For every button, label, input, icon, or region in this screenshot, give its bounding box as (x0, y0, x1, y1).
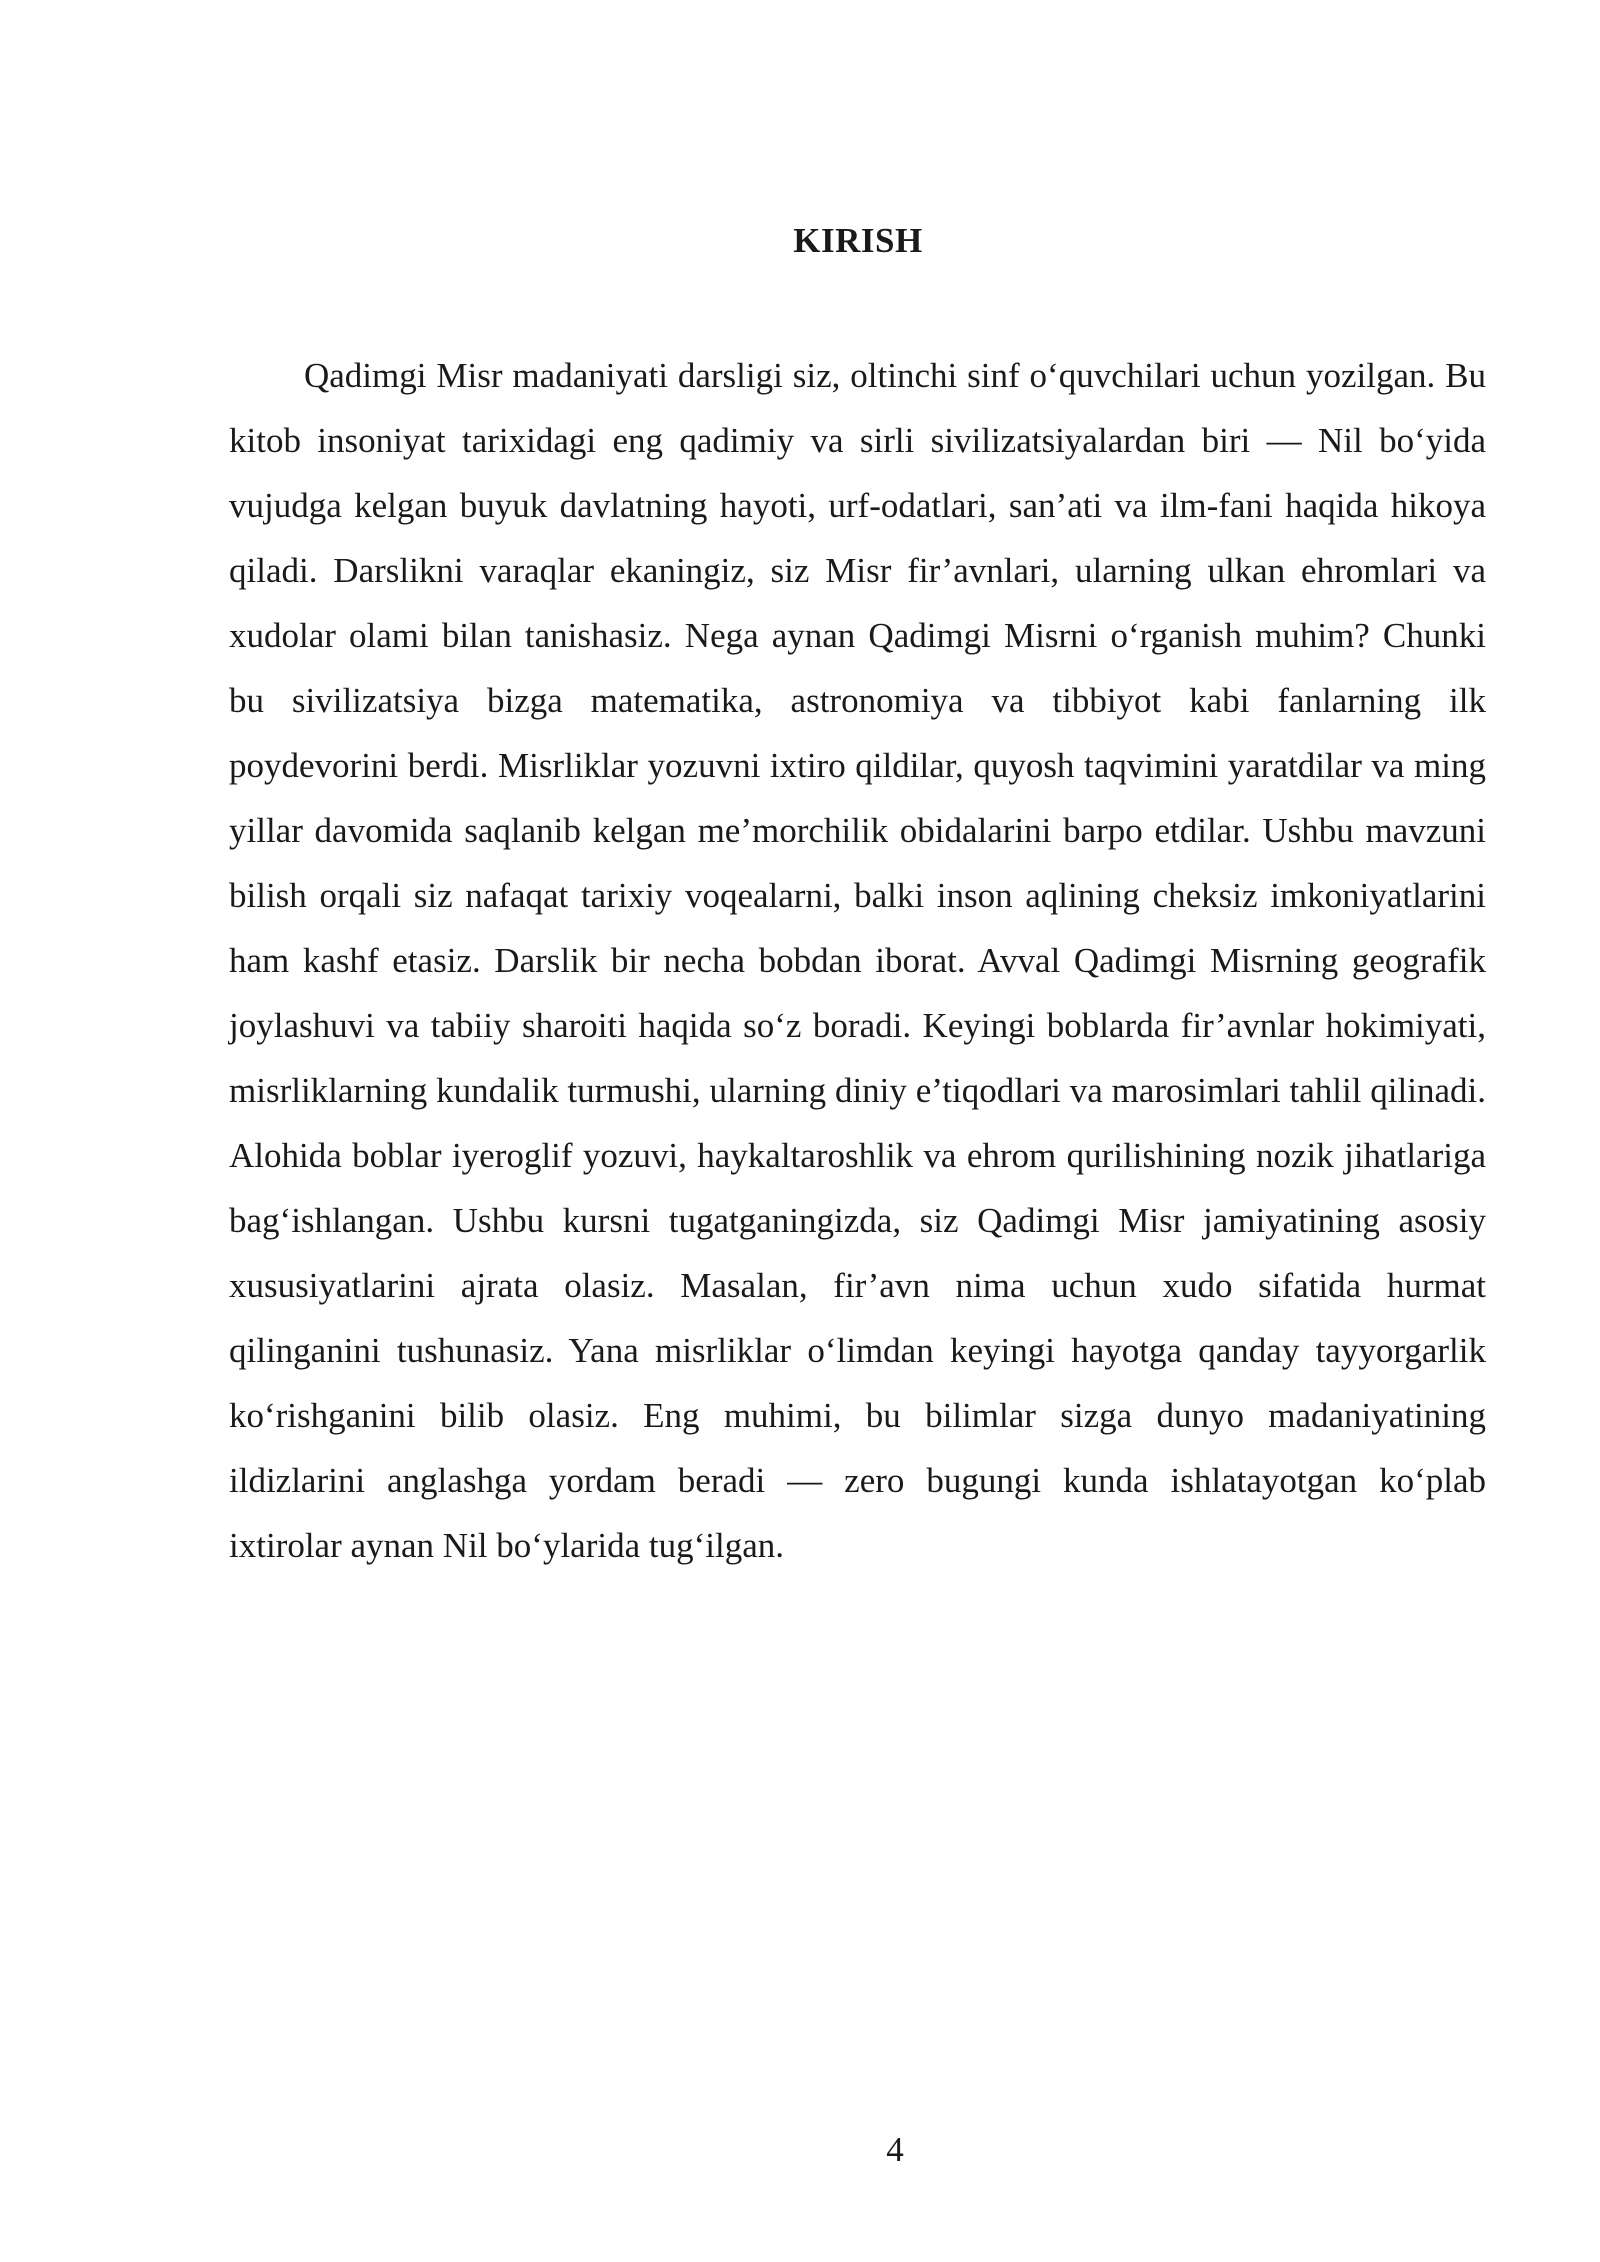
body-paragraph: Qadimgi Misr madaniyati darsligi siz, oltinchi sinf o‘quvchilari uchun yozilgan. Bu kitob insoniyat tarixidagi eng qadimiy va sirli sivilizatsiyalardan biri — Nil bo‘yida vujudga kelgan buyuk davlatning hayoti, urf-odatlari, san’ati va ilm-fani haqida hikoya qiladi. Darslikni varaqlar ekaningiz, siz Misr fir’avnlari, ularning ulkan ehromlari va xudolar olami bilan tanishasiz. Nega aynan Qadimgi Misrni o‘rganish muhim? Chunki bu sivilizatsiya bizga matematika, astronomiya va tibbiyot kabi fanlarning ilk poydevorini berdi. Misrliklar yozuvni ixtiro qildilar, quyosh taqvimini yaratdilar va ming yillar davomida saqlanib kelgan me’morchilik obidalarini barpo etdilar. Ushbu mavzuni bilish orqali siz nafaqat tarixiy voqealarni, balki inson aqlining cheksiz imkoniyatlarini ham kashf etasiz. Darslik bir necha bobdan iborat. Avval Qadimgi Misrning geografik joylashuvi va tabiiy sharoiti haqida so‘z boradi. Keyingi boblarda fir’avnlar hokimiyati, misrliklarning kundalik turmushi, ularning diniy e’tiqodlari va marosimlari tahlil qilinadi. Alohida boblar iyeroglif yozuvi, haykaltaroshlik va ehrom qurilishining nozik jihatlariga bag‘ishlangan. Ushbu kursni tugatganingizda, siz Qadimgi Misr jamiyatining asosiy xususiyatlarini ajrata olasiz. Masalan, fir’avn nima uchun xudo sifatida hurmat qilinganini tushunasiz. Yana misrliklar o‘limdan keyingi hayotga qanday tayyorgarlik ko‘rishganini bilib olasiz. Eng muhimi, bu bilimlar sizga dunyo madaniyatining ildizlarini anglashga yordam beradi — zero bugungi kunda ishlatayotgan ko‘plab ixtirolar aynan Nil bo‘ylarida tug‘ilgan. (229, 356, 1486, 1565)
page-title: KIRISH (793, 221, 923, 260)
page-number: 4 (886, 2130, 904, 2169)
